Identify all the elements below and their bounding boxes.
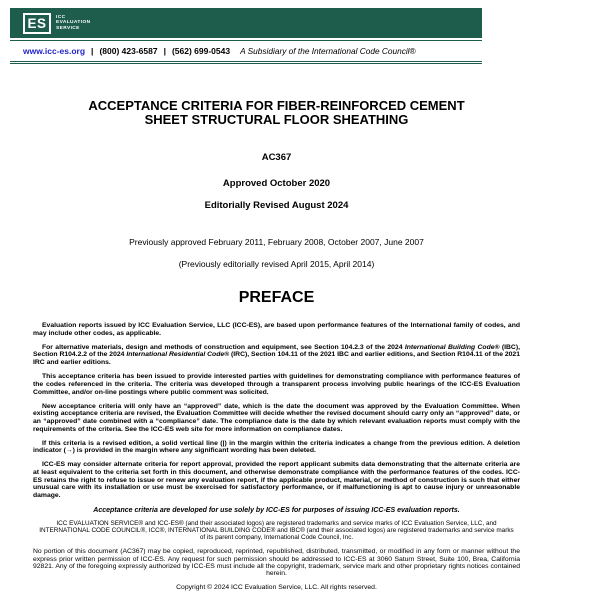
phone-number-2: (562) 699-0543 bbox=[171, 46, 231, 56]
document-content bbox=[33, 66, 520, 591]
contact-strip bbox=[10, 40, 482, 64]
reproduction-notice: No portion of this document (AC367) may be copied, reproduced, reprinted, republished, distributed, transmitted, or modified in any form or manner without the express prior written permission of ICC-ES. Any request for such permission should be addressed to ICC-ES at 3060 Saturn Street, Suite 100, Brea, California 92821. Any of the foregoing expressly authorized by ICC-ES must include all the copyright, trademark, service mark and other proprietary rights notices contained herein. bbox=[33, 548, 520, 578]
usage-note: Acceptance criteria are developed for use solely by ICC-ES for purposes of issuing ICC-ES evaluation reports. bbox=[93, 506, 460, 514]
logo-line-icc: ICC bbox=[56, 14, 66, 20]
preface-body bbox=[33, 322, 520, 500]
trademark-notice: ICC EVALUATION SERVICE® and ICC-ES® (and their associated logos) are registered trademarks and service marks of ICC Evaluation Service, LLC, and INTERNATIONAL CODE COUNCIL®, ICC®, INTERNATIONAL BUILDING CODE® and IBC® (and their associated logos) are registered trademarks and service marks of its parent company, International Code Council, Inc. bbox=[39, 519, 514, 542]
copyright-line: Copyright © 2024 ICC Evaluation Service, LLC. All rights reserved. bbox=[176, 584, 377, 592]
logo-line-evaluation: EVALUATION bbox=[56, 20, 91, 26]
preface-paragraph: This acceptance criteria has been issued to provide interested parties with guidelines for demonstrating compliance with performance features of the codes referenced in the criteria. The criteria was developed through a transparent process involving public hearings of the ICC-ES Evaluation Committee, and/or on-line postings where public comment was solicited. bbox=[33, 373, 520, 396]
phone-number-1: (800) 423-6587 bbox=[99, 46, 158, 56]
preface-paragraph: For alternative materials, design and methods of construction and equipment, see Section 104.2.3 of the 2024 International Building Code® (IBC), Section R104.2.2 of the 2024 International Residential Code® (IRC), Section 104.11 of the 2021 IBC and earlier editions, and Section R104.11 of the 2021 IRC and earlier editions. bbox=[33, 343, 520, 367]
previously-revised-dates: (Previously editorially revised April 2015, April 2014) bbox=[178, 259, 375, 269]
preface-heading: PREFACE bbox=[238, 289, 315, 306]
preface-paragraph: Evaluation reports issued by ICC Evaluation Service, LLC (ICC-ES), are based upon performance features of the International family of codes, and may include other codes, as applicable. bbox=[33, 322, 520, 337]
document-title bbox=[33, 99, 520, 126]
criteria-code: AC367 bbox=[261, 152, 292, 163]
website-link[interactable]: www.icc-es.org bbox=[23, 46, 86, 56]
preface-paragraph: New acceptance criteria will only have an “approved” date, which is the date the document was approved by the Evaluation Committee. When existing acceptance criteria are revised, the Evaluation Committee will decide whether the revised document should carry only an “approved” date, or an “approved” date combined with a “compliance” date. The compliance date is the date by which relevant evaluation reports must comply with the requirements of the criteria. See the ICC-ES web site for more information on compliance dates. bbox=[33, 402, 520, 433]
logo-line-service: SERVICE bbox=[56, 25, 80, 31]
separator: | bbox=[163, 46, 166, 56]
es-logo-wordmark bbox=[56, 15, 90, 31]
es-logo-abbr: ES bbox=[27, 15, 47, 31]
document-title-line2: SHEET STRUCTURAL FLOOR SHEATHING bbox=[144, 111, 409, 127]
approved-date: Approved October 2020 bbox=[222, 178, 331, 189]
editorially-revised-date: Editorially Revised August 2024 bbox=[204, 200, 349, 211]
document-title-line1: ACCEPTANCE CRITERIA FOR FIBER-REINFORCED CEMENT bbox=[88, 98, 465, 113]
preface-paragraph: If this criteria is a revised edition, a solid vertical line (|) in the margin within the criteria indicates a change from the previous edition. A deletion indicator (→) is provided in the margin where any significant wording has been deleted. bbox=[33, 439, 520, 455]
preface-paragraph: ICC-ES may consider alternate criteria for report approval, provided the report applicant submits data demonstrating that the alternate criteria are at least equivalent to the criteria set forth in this document, and otherwise demonstrate compliance with the performance features of the codes. ICC-ES retains the right to refuse to issue or renew any evaluation report, if the applicable product, material, or method of construction is such that either unusual care with its installation or use must be exercised for satisfactory performance, or if malfunctioning is apt to cause injury or unreasonable damage. bbox=[33, 461, 520, 500]
header-bar bbox=[10, 8, 482, 38]
separator: | bbox=[91, 46, 94, 56]
previously-approved-dates: Previously approved February 2011, February 2008, October 2007, June 2007 bbox=[129, 237, 424, 247]
es-logo-icon bbox=[23, 13, 51, 34]
subsidiary-tagline: A Subsidiary of the International Code Council® bbox=[240, 46, 416, 56]
